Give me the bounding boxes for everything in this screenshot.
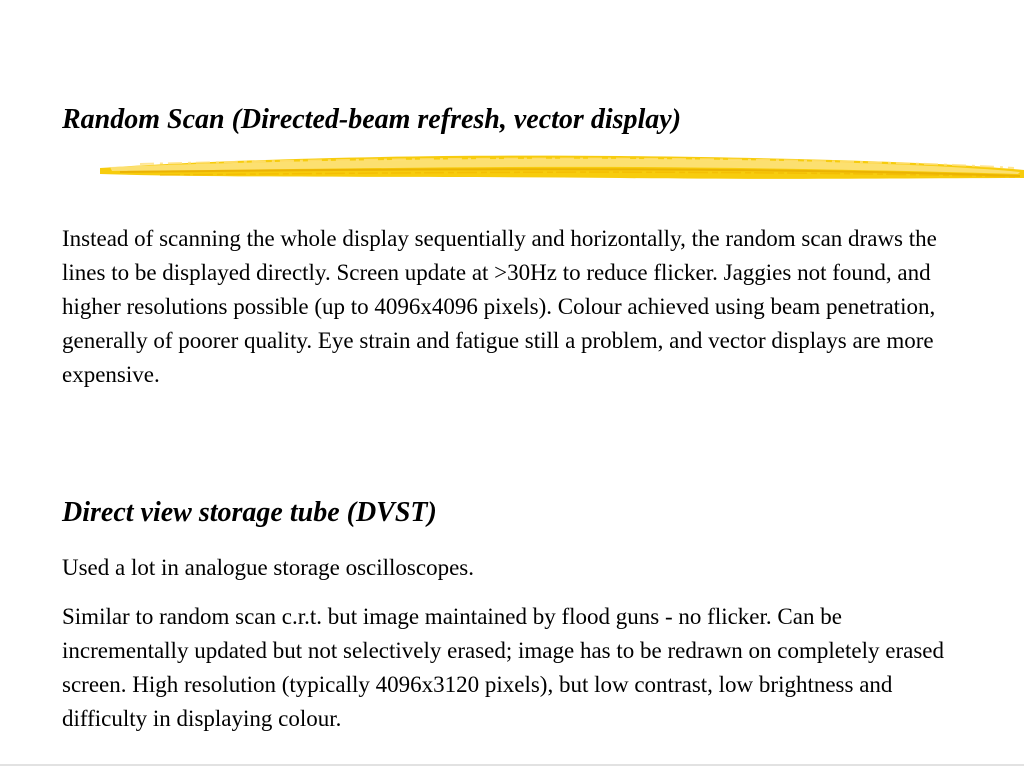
slide-title: Random Scan (Directed-beam refresh, vector display) (62, 104, 682, 135)
paragraph-random-scan: Instead of scanning the whole display sequentially and horizontally, the random scan draws the lines to be displayed directly. Screen update at >30Hz to reduce flicker. Jaggies not found, and higher resolutions possible (up to 4096x4096 pixels). Colour achieved using beam penetration, generally of poorer quality. Eye strain and fatigue still a problem, and vector displays are more expensive. (62, 226, 937, 387)
bottom-divider (0, 764, 1024, 766)
paragraph-oscilloscopes: Used a lot in analogue storage oscilloscopes. (62, 555, 474, 580)
paragraph-dvst-description: Similar to random scan c.r.t. but image maintained by flood guns - no flicker. Can be incrementally updated but not selectively erased; image has to be redrawn on completely erased screen. High resolution (typically 4096x3120 pixels), but low contrast, low brightness and difficulty in displaying colour. (62, 604, 944, 731)
section-subtitle-dvst: Direct view storage tube (DVST) (62, 497, 437, 528)
highlight-stroke-decoration (100, 148, 1024, 188)
